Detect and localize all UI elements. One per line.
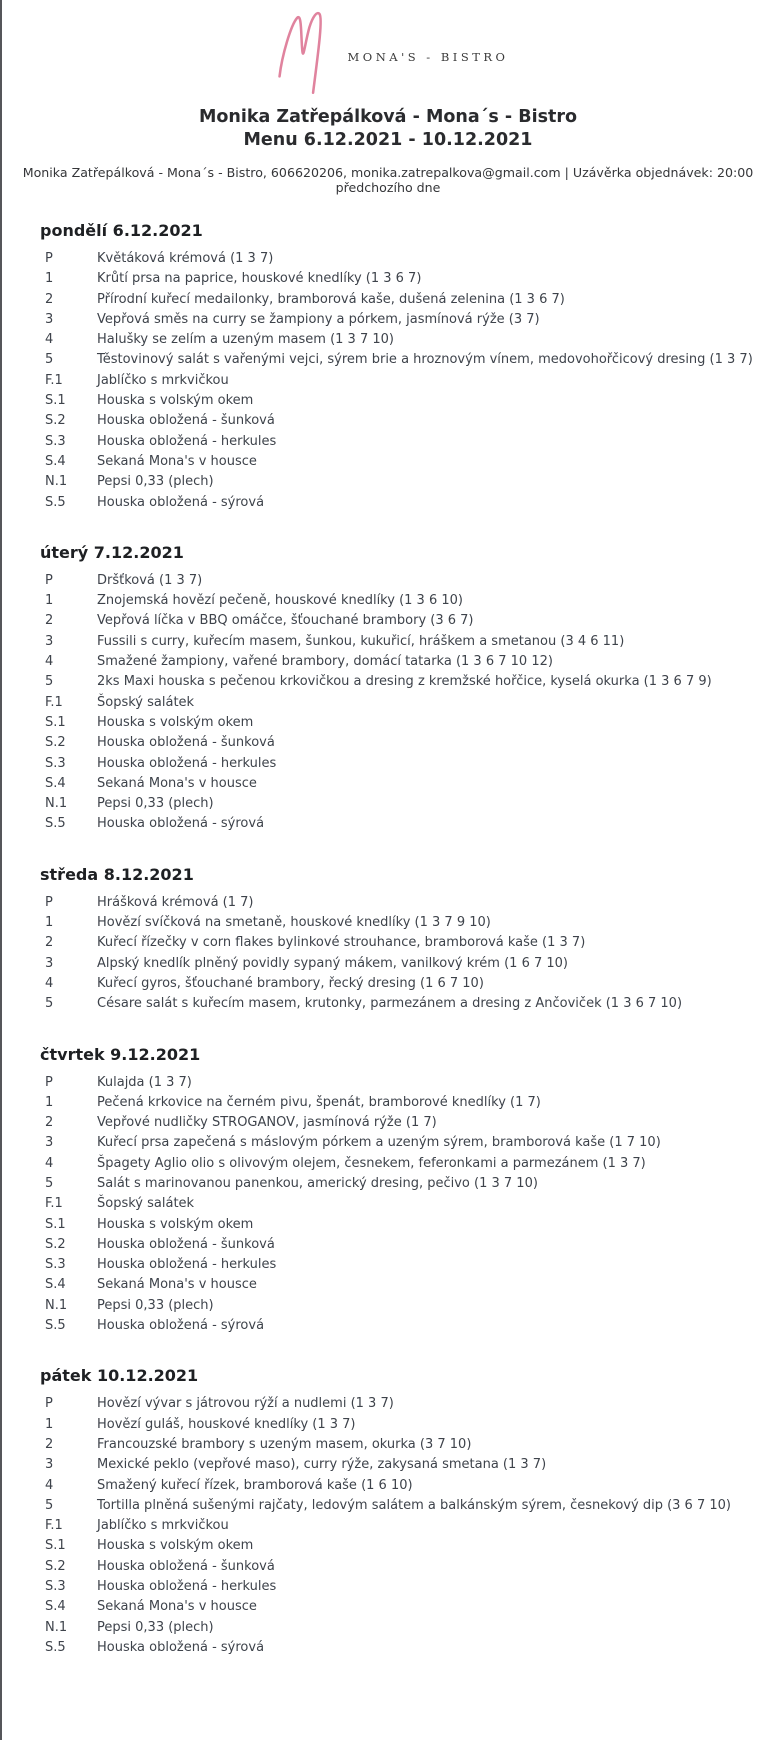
menu-item-description: Kuřecí řízečky v corn flakes bylinkové strouhance, bramborová kaše (1 3 7) <box>97 935 586 951</box>
day-rows <box>40 249 774 513</box>
day-rows <box>40 893 774 1015</box>
menu-item-code: S.3 <box>45 1579 66 1595</box>
menu-row <box>40 571 774 591</box>
menu-item-code: S.2 <box>45 1236 66 1252</box>
menu-item-code: 5 <box>45 996 54 1012</box>
menu-row <box>40 672 774 692</box>
menu-row <box>40 1073 774 1093</box>
menu-item-code: 1 <box>45 271 54 287</box>
menu-item-code: 3 <box>45 1135 54 1151</box>
menu-item-description: Kuřecí gyros, šťouchané brambory, řecký dresing (1 6 7 10) <box>97 975 484 991</box>
menu-item-description: Hovězí vývar s játrovou rýží a nudlemi (1 3 7) <box>97 1396 394 1412</box>
menu-row <box>40 1255 774 1275</box>
menu-item-description: Houska obložená - sýrová <box>97 494 265 510</box>
menu-item-description: Jablíčko s mrkvičkou <box>97 1518 229 1534</box>
menu-row <box>40 1638 774 1658</box>
menu-item-code: F.1 <box>45 1518 63 1534</box>
menu-row <box>40 913 774 933</box>
menu-row <box>40 794 774 814</box>
menu-row <box>40 632 774 652</box>
menu-item-description: Halušky se zelím a uzeným masem (1 3 7 10) <box>97 332 394 348</box>
menu-item-code: 5 <box>45 1175 54 1191</box>
menu-page <box>2 0 774 1698</box>
day-section <box>40 1045 774 1337</box>
menu-item-description: Houska obložená - šunková <box>97 1236 275 1252</box>
menu-item-code: N.1 <box>45 796 68 812</box>
menu-row <box>40 774 774 794</box>
menu-item-code: 4 <box>45 975 54 991</box>
menu-item-description: Sekaná Mona's v housce <box>97 1277 257 1293</box>
menu-row <box>40 1133 774 1153</box>
menu-item-description: Houska s volským okem <box>97 1216 254 1232</box>
menu-item-code: 1 <box>45 915 54 931</box>
logo-m-icon <box>268 6 332 100</box>
menu-row <box>40 1557 774 1577</box>
menu-item-description: Vepřová líčka v BBQ omáčce, šťouchané brambory (3 6 7) <box>97 613 474 629</box>
menu-item-code: S.3 <box>45 433 66 449</box>
menu-item-description: Pepsi 0,33 (plech) <box>97 474 214 490</box>
menu-item-description: Houska obložená - herkules <box>97 433 277 449</box>
menu-row <box>40 1435 774 1455</box>
menu-item-description: 2ks Maxi houska s pečenou krkovičkou a dresing z kremžské hořčice, kyselá okurka (1 3 6 7 9) <box>97 674 712 690</box>
menu-item-description: Francouzské brambory s uzeným masem, okurka (3 7 10) <box>97 1436 472 1452</box>
menu-item-description: Pepsi 0,33 (plech) <box>97 1619 214 1635</box>
menu-row <box>40 1215 774 1235</box>
menu-item-code: 3 <box>45 955 54 971</box>
menu-item-code: 2 <box>45 935 54 951</box>
menu-item-code: 3 <box>45 1457 54 1473</box>
menu-row <box>40 611 774 631</box>
menu-row <box>40 472 774 492</box>
menu-item-code: 5 <box>45 674 54 690</box>
menu-item-code: 3 <box>45 633 54 649</box>
day-section <box>40 865 774 1015</box>
menu-item-code: N.1 <box>45 474 68 490</box>
menu-item-code: P <box>45 894 53 910</box>
menu-row <box>40 493 774 513</box>
menu-row <box>40 974 774 994</box>
menu-item-code: N.1 <box>45 1619 68 1635</box>
menu-row <box>40 1597 774 1617</box>
menu-item-description: Dršťková (1 3 7) <box>97 572 203 588</box>
menu-item-description: Šopský salátek <box>97 694 195 710</box>
menu-item-code: S.5 <box>45 816 66 832</box>
menu-row <box>40 733 774 753</box>
menu-row <box>40 1496 774 1516</box>
menu-row <box>40 693 774 713</box>
menu-item-description: Houska obložená - sýrová <box>97 1318 265 1334</box>
menu-item-description: Houska obložená - šunková <box>97 1558 275 1574</box>
menu-item-description: Houska s volským okem <box>97 393 254 409</box>
menu-row <box>40 1316 774 1336</box>
menu-item-code: P <box>45 572 53 588</box>
menu-item-code: 2 <box>45 1436 54 1452</box>
menu-row <box>40 814 774 834</box>
menu-row <box>40 411 774 431</box>
menu-row <box>40 1455 774 1475</box>
menu-item-description: Jablíčko s mrkvičkou <box>97 372 229 388</box>
menu-item-description: Tortilla plněná sušenými rajčaty, ledovým salátem a balkánským sýrem, česnekový dip (3 6 7 10) <box>97 1497 731 1513</box>
menu-row <box>40 1577 774 1597</box>
menu-item-code: S.5 <box>45 1318 66 1334</box>
menu-item-description: Sekaná Mona's v housce <box>97 775 257 791</box>
day-section <box>40 1366 774 1658</box>
menu-item-code: S.2 <box>45 413 66 429</box>
menu-item-code: N.1 <box>45 1297 68 1313</box>
menu-item-description: Smažený kuřecí řízek, bramborová kaše (1 6 10) <box>97 1477 413 1493</box>
menu-item-code: 4 <box>45 654 54 670</box>
menu-item-code: 1 <box>45 593 54 609</box>
menu-row <box>40 1194 774 1214</box>
menu-item-description: Houska obložená - sýrová <box>97 816 265 832</box>
day-title: úterý 7.12.2021 <box>40 542 184 562</box>
menu-item-description: Mexické peklo (vepřové maso), curry rýže, zakysaná smetana (1 3 7) <box>97 1457 547 1473</box>
menu-row <box>40 591 774 611</box>
menu-row <box>40 1113 774 1133</box>
menu-row <box>40 249 774 269</box>
menu-item-code: 2 <box>45 1115 54 1131</box>
menu-item-code: S.1 <box>45 1216 66 1232</box>
menu-row <box>40 432 774 452</box>
menu-item-code: S.4 <box>45 1277 66 1293</box>
menu-item-description: Houska obložená - sýrová <box>97 1639 265 1655</box>
menu-row <box>40 290 774 310</box>
day-rows <box>40 571 774 835</box>
menu-item-code: 1 <box>45 1416 54 1432</box>
menu-item-description: Těstovinový salát s vařenými vejci, sýrem brie a hroznovým vínem, medovohořčicový dresing (1 3 7) <box>97 352 753 368</box>
menu-row <box>40 1174 774 1194</box>
menu-item-description: Přírodní kuřecí medailonky, bramborová kaše, dušená zelenina (1 3 6 7) <box>97 291 565 307</box>
menu-item-description: Houska obložená - šunková <box>97 735 275 751</box>
menu-item-description: Césare salát s kuřecím masem, krutonky, parmezánem a dresing z Ančoviček (1 3 6 7 10) <box>97 996 683 1012</box>
menu-item-code: 4 <box>45 332 54 348</box>
day-section <box>40 543 774 835</box>
menu-row <box>40 713 774 733</box>
menu-item-code: P <box>45 1074 53 1090</box>
menu-row <box>40 754 774 774</box>
menu-item-description: Houska obložená - herkules <box>97 1257 277 1273</box>
menu-item-code: S.1 <box>45 714 66 730</box>
menu-item-description: Kuřecí prsa zapečená s máslovým pórkem a uzeným sýrem, bramborová kaše (1 7 10) <box>97 1135 661 1151</box>
menu-item-description: Krůtí prsa na paprice, houskové knedlíky (1 3 6 7) <box>97 271 422 287</box>
menu-item-code: S.4 <box>45 775 66 791</box>
menu-item-code: S.3 <box>45 1257 66 1273</box>
menu-item-code: S.5 <box>45 494 66 510</box>
menu-item-description: Smažené žampiony, vařené brambory, domácí tatarka (1 3 6 7 10 12) <box>97 654 553 670</box>
menu-item-code: S.2 <box>45 735 66 751</box>
menu-row <box>40 1536 774 1556</box>
menu-item-description: Houska s volským okem <box>97 714 254 730</box>
menu-row <box>40 1394 774 1414</box>
menu-days <box>2 221 774 1698</box>
menu-item-description: Hrášková krémová (1 7) <box>97 894 254 910</box>
menu-item-code: 2 <box>45 291 54 307</box>
menu-row <box>40 1618 774 1638</box>
menu-item-description: Houska obložená - herkules <box>97 755 277 771</box>
menu-item-description: Pečená krkovice na černém pivu, špenát, bramborové knedlíky (1 7) <box>97 1094 541 1110</box>
menu-item-code: S.4 <box>45 453 66 469</box>
menu-item-code: S.1 <box>45 1538 66 1554</box>
menu-item-code: 4 <box>45 1477 54 1493</box>
menu-item-description: Hovězí guláš, houskové knedlíky (1 3 7) <box>97 1416 356 1432</box>
menu-row <box>40 954 774 974</box>
menu-item-description: Vepřové nudličky STROGANOV, jasmínová rýže (1 7) <box>97 1115 437 1131</box>
menu-item-description: Sekaná Mona's v housce <box>97 453 257 469</box>
menu-item-code: S.4 <box>45 1599 66 1615</box>
menu-item-description: Znojemská hovězí pečeně, houskové knedlíky (1 3 6 10) <box>97 593 463 609</box>
menu-item-code: 5 <box>45 352 54 368</box>
menu-item-description: Kulajda (1 3 7) <box>97 1074 192 1090</box>
menu-item-code: P <box>45 251 53 266</box>
menu-row <box>40 893 774 913</box>
day-title: pondělí 6.12.2021 <box>40 221 203 240</box>
menu-row <box>40 269 774 289</box>
menu-item-description: Špagety Aglio olio s olivovým olejem, česnekem, feferonkami a parmezánem (1 3 7) <box>97 1155 646 1171</box>
menu-item-description: Vepřová směs na curry se žampiony a pórkem, jasmínová rýže (3 7) <box>97 311 540 327</box>
menu-row <box>40 371 774 391</box>
menu-item-description: Hovězí svíčková na smetaně, houskové knedlíky (1 3 7 9 10) <box>97 915 491 931</box>
menu-item-description: Salát s marinovanou panenkou, americký dresing, pečivo (1 3 7 10) <box>97 1175 538 1191</box>
menu-item-description: Fussili s curry, kuřecím masem, šunkou, kukuřicí, hráškem a smetanou (3 4 6 11) <box>97 633 625 649</box>
menu-row <box>40 310 774 330</box>
menu-item-code: 3 <box>45 311 54 327</box>
menu-item-code: 5 <box>45 1497 54 1513</box>
menu-row <box>40 1235 774 1255</box>
menu-row <box>40 1415 774 1435</box>
menu-row <box>40 350 774 370</box>
menu-item-code: S.3 <box>45 755 66 771</box>
menu-item-description: Pepsi 0,33 (plech) <box>97 1297 214 1313</box>
menu-item-code: 2 <box>45 613 54 629</box>
contact-line: Monika Zatřepálková - Mona´s - Bistro, 606620206, monika.zatrepalkova@gmail.com | Uzávěrka objednávek: 20:00 předchozího dne <box>22 165 754 195</box>
header <box>2 0 774 195</box>
menu-item-code: P <box>45 1396 53 1412</box>
menu-row <box>40 933 774 953</box>
menu-date-range: Menu 6.12.2021 - 10.12.2021 <box>243 130 533 150</box>
menu-row <box>40 1476 774 1496</box>
menu-item-description: Alpský knedlík plněný povidly sypaný mákem, vanilkový krém (1 6 7 10) <box>97 955 568 971</box>
menu-item-description: Pepsi 0,33 (plech) <box>97 796 214 812</box>
menu-row <box>40 652 774 672</box>
menu-item-code: S.1 <box>45 393 66 409</box>
logo-brand-text: MONA'S - BISTRO <box>347 50 509 64</box>
page-title: Monika Zatřepálková - Mona´s - Bistro <box>198 107 578 127</box>
day-title: čtvrtek 9.12.2021 <box>40 1044 201 1064</box>
menu-item-description: Sekaná Mona's v housce <box>97 1599 257 1615</box>
menu-item-code: S.5 <box>45 1639 66 1655</box>
menu-item-description: Houska s volským okem <box>97 1538 254 1554</box>
menu-row <box>40 391 774 411</box>
day-title: pátek 10.12.2021 <box>40 1366 199 1386</box>
menu-item-code: F.1 <box>45 694 63 710</box>
menu-row <box>40 994 774 1014</box>
menu-row <box>40 1154 774 1174</box>
menu-item-description: Šopský salátek <box>97 1196 195 1212</box>
menu-item-code: F.1 <box>45 1196 63 1212</box>
menu-row <box>40 1275 774 1295</box>
menu-item-description: Houska obložená - šunková <box>97 413 275 429</box>
menu-item-description: Houska obložená - herkules <box>97 1579 277 1595</box>
menu-item-code: 1 <box>45 1094 54 1110</box>
menu-row <box>40 1093 774 1113</box>
menu-item-code: F.1 <box>45 372 63 388</box>
menu-item-description: Květáková krémová (1 3 7) <box>97 251 274 266</box>
menu-row <box>40 452 774 472</box>
day-rows <box>40 1073 774 1337</box>
menu-item-code: S.2 <box>45 1558 66 1574</box>
day-rows <box>40 1394 774 1658</box>
menu-row <box>40 1296 774 1316</box>
menu-item-code: 4 <box>45 1155 54 1171</box>
logo <box>2 8 774 98</box>
day-section <box>40 221 774 513</box>
day-title: středa 8.12.2021 <box>40 864 194 884</box>
menu-row <box>40 330 774 350</box>
menu-row <box>40 1516 774 1536</box>
